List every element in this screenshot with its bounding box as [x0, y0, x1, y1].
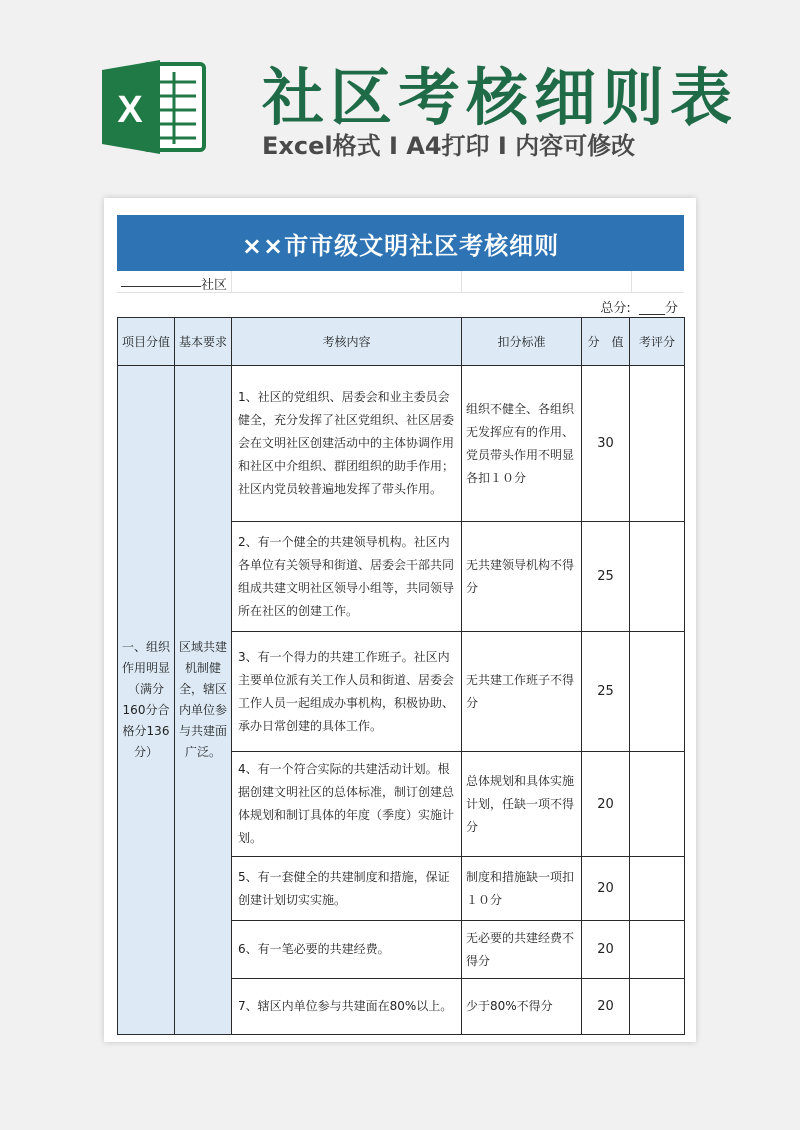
content-cell[interactable]: 1、社区的党组织、居委会和业主委员会健全，充分发挥了社区党组织、社区居委会在文明社区创建活动中的主体协调作用和社区中介组织、群团组织的助手作用；社区内党员较普遍地发挥了带头作用。 — [232, 366, 462, 522]
col-header-score: 分 值 — [582, 318, 630, 366]
score-cell[interactable]: 20 — [582, 857, 630, 921]
content-cell[interactable]: 4、有一个符合实际的共建活动计划。根据创建文明社区的总体标准，制订创建总体规划和制订具体的年度（季度）实施计划。 — [232, 752, 462, 857]
excel-logo-icon — [100, 58, 208, 156]
standard-cell[interactable]: 无共建工作班子不得分 — [462, 632, 582, 752]
score-cell[interactable]: 30 — [582, 366, 630, 522]
content-cell[interactable]: 7、辖区内单位参与共建面在80%以上。 — [232, 979, 462, 1035]
standard-cell[interactable]: 制度和措施缺一项扣１０分 — [462, 857, 582, 921]
category-cell[interactable]: 一、组织作用明显（满分160分合格分136分） — [118, 366, 175, 1035]
col-header-evaluation: 考评分 — [630, 318, 685, 366]
excel-logo-letter: X — [117, 89, 143, 131]
evaluation-cell[interactable] — [630, 857, 685, 921]
evaluation-cell[interactable] — [630, 921, 685, 979]
standard-cell[interactable]: 总体规划和具体实施计划，任缺一项不得分 — [462, 752, 582, 857]
standard-cell[interactable]: 无必要的共建经费不得分 — [462, 921, 582, 979]
table-row — [118, 366, 685, 522]
community-row — [117, 271, 684, 293]
content-cell[interactable]: 3、有一个得力的共建工作班子。社区内主要单位派有关工作人员和街道、居委会工作人员一起组成办事机构，积极协助、承办日常创建的具体工作。 — [232, 632, 462, 752]
total-score-label: 总分: ____分 — [600, 301, 678, 316]
community-label: 社区 — [201, 278, 228, 293]
score-cell[interactable]: 20 — [582, 921, 630, 979]
col-header-requirement: 基本要求 — [175, 318, 232, 366]
score-cell[interactable]: 20 — [582, 979, 630, 1035]
spreadsheet — [117, 215, 684, 1035]
standard-cell[interactable]: 少于80%不得分 — [462, 979, 582, 1035]
standard-cell[interactable]: 无共建领导机构不得分 — [462, 522, 582, 632]
evaluation-cell[interactable] — [630, 522, 685, 632]
score-cell[interactable]: 20 — [582, 752, 630, 857]
standard-cell[interactable]: 组织不健全、各组织无发挥应有的作用、党员带头作用不明显各扣１０分 — [462, 366, 582, 522]
table-header-row — [118, 318, 685, 366]
content-cell[interactable]: 6、有一笔必要的共建经费。 — [232, 921, 462, 979]
col-header-score-item: 项目分值 — [118, 318, 175, 366]
content-cell[interactable]: 5、有一套健全的共建制度和措施，保证创建计划切实实施。 — [232, 857, 462, 921]
community-blank-line[interactable] — [121, 286, 201, 287]
score-cell[interactable]: 25 — [582, 632, 630, 752]
content-cell[interactable]: 2、有一个健全的共建领导机构。社区内各单位有关领导和街道、居委会干部共同组成共建文明社区领导小组等，共同领导所在社区的创建工作。 — [232, 522, 462, 632]
requirement-cell[interactable]: 区域共建机制健全，辖区内单位参与共建面广泛。 — [175, 366, 232, 1035]
assessment-table — [117, 317, 685, 1035]
page-title: 社区考核细则表 — [262, 61, 739, 134]
evaluation-cell[interactable] — [630, 366, 685, 522]
page-subtitle: Excel格式 I A4打印 I 内容可修改 — [262, 132, 636, 160]
col-header-deduction: 扣分标准 — [462, 318, 582, 366]
evaluation-cell[interactable] — [630, 632, 685, 752]
score-cell[interactable]: 25 — [582, 522, 630, 632]
sheet-banner-title: ××市市级文明社区考核细则 — [117, 215, 684, 271]
evaluation-cell[interactable] — [630, 979, 685, 1035]
total-row — [117, 293, 684, 317]
evaluation-cell[interactable] — [630, 752, 685, 857]
col-header-content: 考核内容 — [232, 318, 462, 366]
